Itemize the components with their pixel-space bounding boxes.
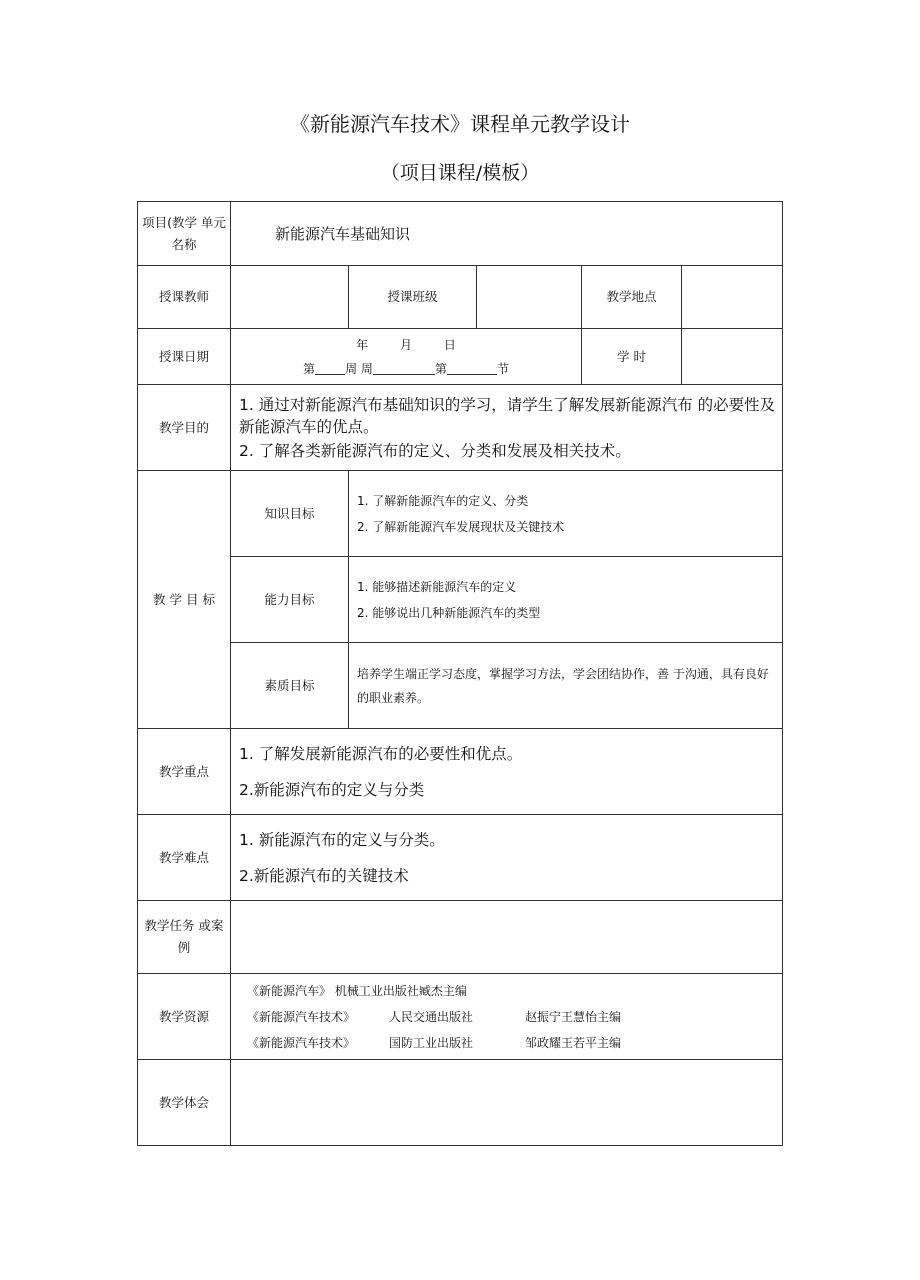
row-reflection	[138, 1060, 783, 1146]
row-difficulties	[138, 815, 783, 901]
weekday-label: 周	[360, 361, 373, 376]
knowledge-goal-label: 知识目标	[231, 471, 349, 557]
tasks-value	[231, 901, 783, 974]
key-points-label: 教学重点	[138, 729, 231, 815]
resource-3-book: 《新能源汽车技术》	[247, 1035, 356, 1050]
goals-label: 教 学 目 标	[138, 471, 231, 729]
resource-2-editors: 赵振宁王慧怡主编	[525, 1009, 622, 1024]
row-project	[138, 202, 783, 266]
resource-3-editors: 邹政耀王若平主编	[525, 1035, 622, 1050]
row-purpose	[138, 385, 783, 471]
ability-goal-1: 1. 能够描述新能源汽车的定义	[357, 579, 517, 594]
purpose-label: 教学目的	[138, 385, 231, 471]
quality-goal-label: 素质目标	[231, 643, 349, 729]
key-point-1: 1. 了解发展新能源汽布的必要性和优点。	[239, 744, 523, 763]
period-label: 节	[496, 361, 509, 376]
difficulties-label: 教学难点	[138, 815, 231, 901]
row-quality-goal	[138, 643, 783, 729]
quality-goal-text: 培养学生端正学习态度，掌握学习方法，学会团结协作，善 于沟通，具有良好的职业素养。	[349, 643, 783, 729]
class-value	[477, 266, 582, 329]
ability-goal-content	[349, 557, 783, 643]
resource-row-1	[247, 978, 782, 1004]
row-key-points	[138, 729, 783, 815]
ability-goal-label: 能力目标	[231, 557, 349, 643]
knowledge-goal-content	[349, 471, 783, 557]
teacher-label: 授课教师	[138, 266, 231, 329]
document-title: 《新能源汽车技术》课程单元教学设计	[290, 112, 630, 136]
row-resources	[138, 974, 783, 1060]
knowledge-goal-1: 1. 了解新能源汽车的定义、分类	[357, 493, 529, 508]
knowledge-goal-2: 2. 了解新能源汽车发展现状及关键技术	[357, 519, 565, 534]
hours-value	[682, 329, 783, 385]
resource-row-3	[247, 1030, 782, 1056]
document-subtitle: （项目课程/模板）	[380, 162, 540, 184]
resource-2-book: 《新能源汽车技术》	[247, 1009, 356, 1024]
tasks-label: 教学任务 或案例	[138, 901, 231, 974]
hours-label: 学 时	[582, 329, 682, 385]
year-label: 年	[356, 337, 369, 352]
row-ability-goal	[138, 557, 783, 643]
resources-label: 教学资源	[138, 974, 231, 1060]
key-points-content	[231, 729, 783, 815]
difficulty-1: 1. 新能源汽布的定义与分类。	[239, 830, 445, 849]
month-label: 月	[399, 337, 412, 352]
location-value	[682, 266, 783, 329]
resources-list	[231, 974, 783, 1060]
reflection-value	[231, 1060, 783, 1146]
lesson-design-table	[137, 201, 783, 1146]
resource-2-publisher: 人民交通出版社	[389, 1009, 474, 1024]
reflection-label: 教学体会	[138, 1060, 231, 1146]
resource-3-publisher: 国防工业出版社	[389, 1035, 474, 1050]
day-label: 日	[443, 337, 456, 352]
purpose-content	[231, 385, 783, 471]
row-teacher	[138, 266, 783, 329]
resource-1-book: 《新能源汽车》 机械工业出版社臧杰主编	[247, 983, 467, 998]
difficulty-2: 2.新能源汽布的关键技术	[239, 866, 409, 885]
row-knowledge-goal	[138, 471, 783, 557]
row-tasks	[138, 901, 783, 974]
week-label: 周	[345, 361, 358, 376]
purpose-line-2: 2. 了解各类新能源汽布的定义、分类和发展及相关技术。	[239, 441, 631, 460]
week-prefix: 第	[303, 361, 316, 376]
class-label: 授课班级	[349, 266, 477, 329]
date-label: 授课日期	[138, 329, 231, 385]
ability-goal-2: 2. 能够说出几种新能源汽车的类型	[357, 605, 541, 620]
purpose-line-1: 1. 通过对新能源汽布基础知识的学习，请学生了解发展新能源汽布 的必要性及新能源汽车的优点。	[239, 395, 776, 436]
teacher-value	[231, 266, 349, 329]
row-date	[138, 329, 783, 385]
project-name: 新能源汽车基础知识	[231, 202, 783, 266]
key-point-2: 2.新能源汽布的定义与分类	[239, 780, 425, 799]
period-prefix: 第	[434, 361, 447, 376]
difficulties-content	[231, 815, 783, 901]
date-value	[231, 329, 582, 385]
project-label: 项目(教学 单元名称	[138, 202, 231, 266]
resource-row-2	[247, 1004, 782, 1030]
location-label: 教学地点	[582, 266, 682, 329]
